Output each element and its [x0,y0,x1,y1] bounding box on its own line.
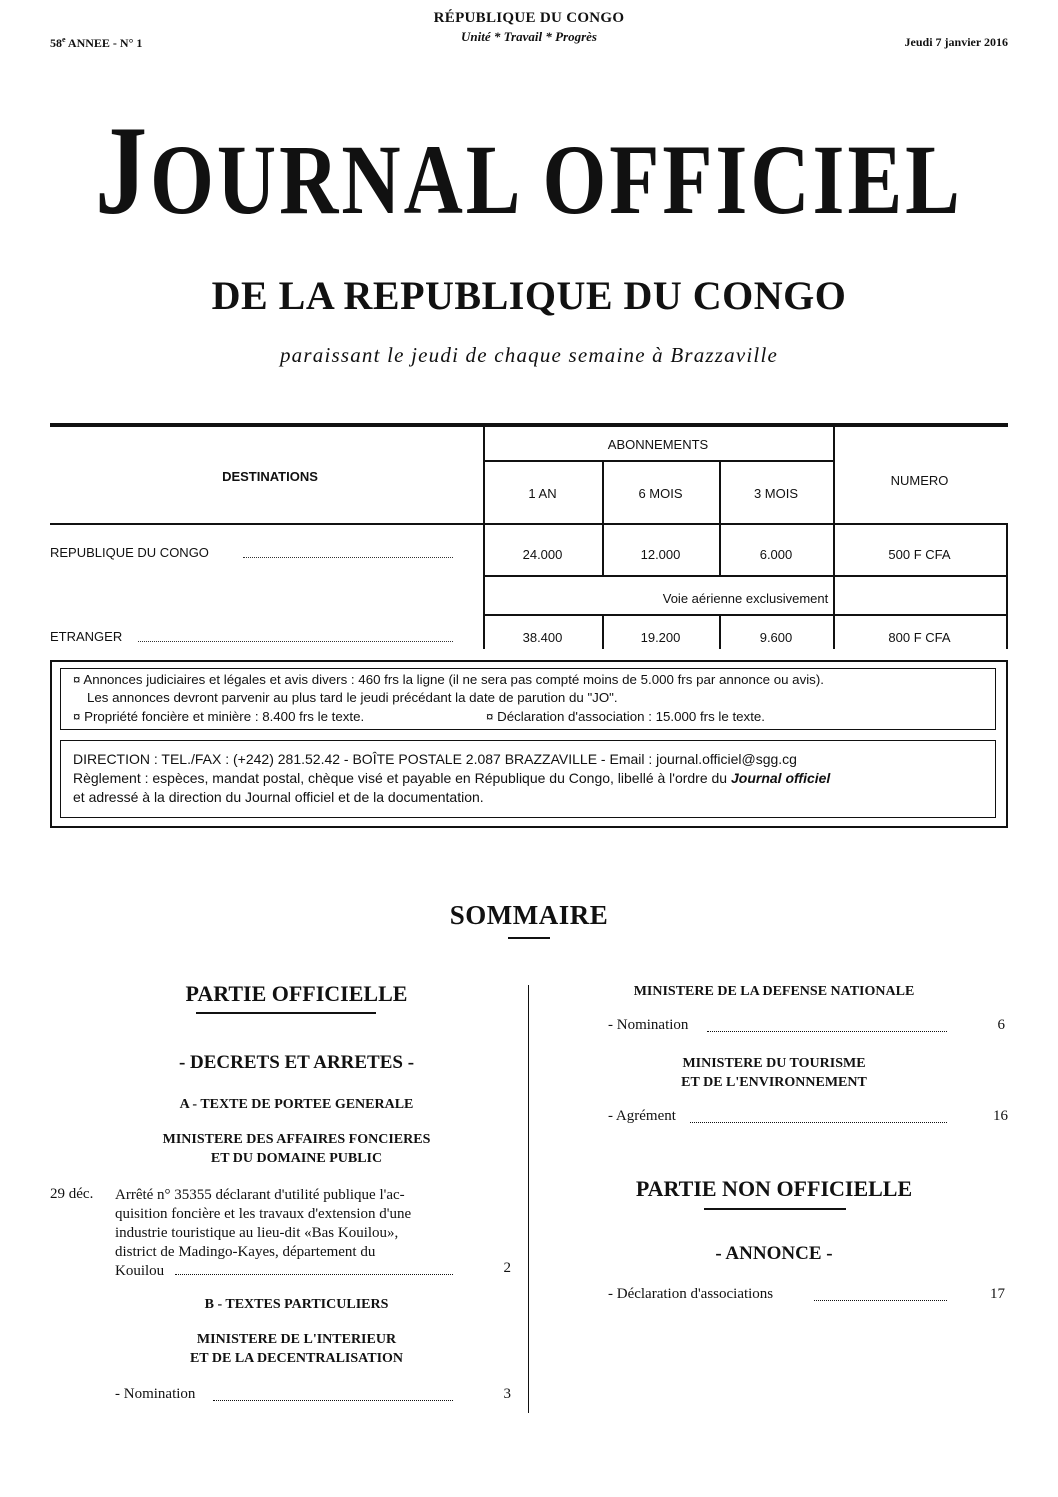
entry-date: 29 déc. [50,1186,94,1202]
table-cell: 19.200 [640,630,681,645]
page-number: 3 [503,1386,511,1402]
issue-number: 58e ANNEE - N° 1 [50,35,143,50]
table-cell: 800 F CFA [888,630,951,645]
heading-rule [196,1012,376,1014]
toc-entry-nomination[interactable]: - Nomination [608,1017,689,1033]
abonnements-label: ABONNEMENTS [607,437,709,452]
national-motto: Unité * Travail * Progrès [460,29,597,44]
issue-date: Jeudi 7 janvier 2016 [904,35,1008,49]
journal-title: JOURNAL OFFICIEL [95,100,963,241]
table-cell: 24.000 [522,547,563,562]
notice-line: ¤ Annonces judiciaires et légales et avis divers : 460 frs la ligne (il ne sera pas compté moins de 5.000 frs par annonce ou avis). [73,672,824,687]
page-number: 2 [503,1260,511,1276]
table-hline [483,460,834,462]
reglement-line: Règlement : espèces, mandat postal, chèque visé et payable en République du Congo, libellé à l'ordre du Journal officiel [73,770,831,786]
republic-header [0,10,1058,45]
ministry-heading: MINISTERE DU TOURISME ET DE L'ENVIRONNEMENT [681,1056,867,1090]
notice-box [50,660,1008,828]
period-1an: 1 AN [528,486,557,501]
notice-line: ¤ Déclaration d'association : 15.000 frs le texte. [486,709,765,724]
table-hline [483,614,1008,616]
table-top-rule [50,423,1008,427]
republic-name: RÉPUBLIQUE DU CONGO [433,10,625,26]
toc-entry[interactable]: Arrêté n° 35355 déclarant d'utilité publique l'ac- quisition foncière et les travaux d'extension d'une industrie touristique au lieu-dit «Bas Kouilou», district de Madingo-Kayes, département du Kouilou [115,1187,412,1279]
sommaire-rule [508,937,550,939]
period-6mois: 6 MOIS [638,486,683,501]
table-cell: 500 F CFA [888,547,951,562]
table-cell: 9.600 [759,630,793,645]
air-note: Voie aérienne exclusivement [662,591,829,606]
page-number: 16 [993,1108,1008,1124]
dot-leader [175,1274,453,1275]
partie-non-officielle-heading: PARTIE NON OFFICIELLE [635,1176,913,1201]
ministry-heading: MINISTERE DE LA DEFENSE NATIONALE [633,984,915,999]
section-b-heading: B - TEXTES PARTICULIERS [204,1297,389,1312]
table-cell: 6.000 [759,547,793,562]
toc-entry-nomination[interactable]: - Nomination [115,1386,196,1402]
table-cell: 38.400 [522,630,563,645]
page-number: 6 [997,1017,1005,1033]
journal-subtitle: DE LA REPUBLIQUE DU CONGO [211,273,847,318]
ministry-heading: MINISTERE DE L'INTERIEUR ET DE LA DECENTRALISATION [189,1332,404,1366]
toc-entry-agrement[interactable]: - Agrément [608,1108,676,1124]
row-dots [138,641,453,642]
period-3mois: 3 MOIS [753,486,799,501]
dot-leader [213,1400,453,1401]
dot-leader [814,1300,947,1301]
direction-notice [60,740,996,818]
row-label-etranger: ETRANGER [50,629,123,644]
dot-leader [707,1031,947,1032]
notice-line: ¤ Propriété foncière et minière : 8.400 frs le texte. [73,709,365,724]
reglement-line-end: et adressé à la direction du Journal officiel et de la documentation. [73,789,484,805]
table-hline [483,575,1008,577]
annonce-heading: - ANNONCE - [715,1243,833,1264]
row-label-congo: REPUBLIQUE DU CONGO [50,545,209,560]
journal-tagline: paraissant le jeudi de chaque semaine à Brazzaville [279,343,779,367]
table-hline [50,523,1008,525]
table-cell: 12.000 [640,547,681,562]
row-dots [243,557,453,558]
direction-line: DIRECTION : TEL./FAX : (+242) 281.52.42 - BOÎTE POSTALE 2.087 BRAZZAVILLE - Email : journal.officiel@sgg.cg [73,751,797,767]
numero-label: NUMERO [890,473,949,488]
destinations-label: DESTINATIONS [222,469,318,484]
partie-officielle-heading: PARTIE OFFICIELLE [185,981,408,1006]
table-vline [1006,523,1008,649]
notice-line: Les annonces devront parvenir au plus tard le jeudi précédant la date de parution du "JO". [87,690,618,705]
toc-entry-declaration[interactable]: - Déclaration d'associations [608,1286,774,1302]
page-number: 17 [990,1286,1005,1302]
heading-rule [704,1208,846,1210]
decrets-heading: - DECRETS ET ARRETES - [178,1052,415,1073]
ministry-heading: MINISTERE DES AFFAIRES FONCIERES ET DU DOMAINE PUBLIC [162,1132,431,1166]
dot-leader [690,1122,947,1123]
section-a-heading: A - TEXTE DE PORTEE GENERALE [179,1097,414,1112]
tariff-notice [60,668,996,730]
sommaire-title: SOMMAIRE [449,900,609,930]
